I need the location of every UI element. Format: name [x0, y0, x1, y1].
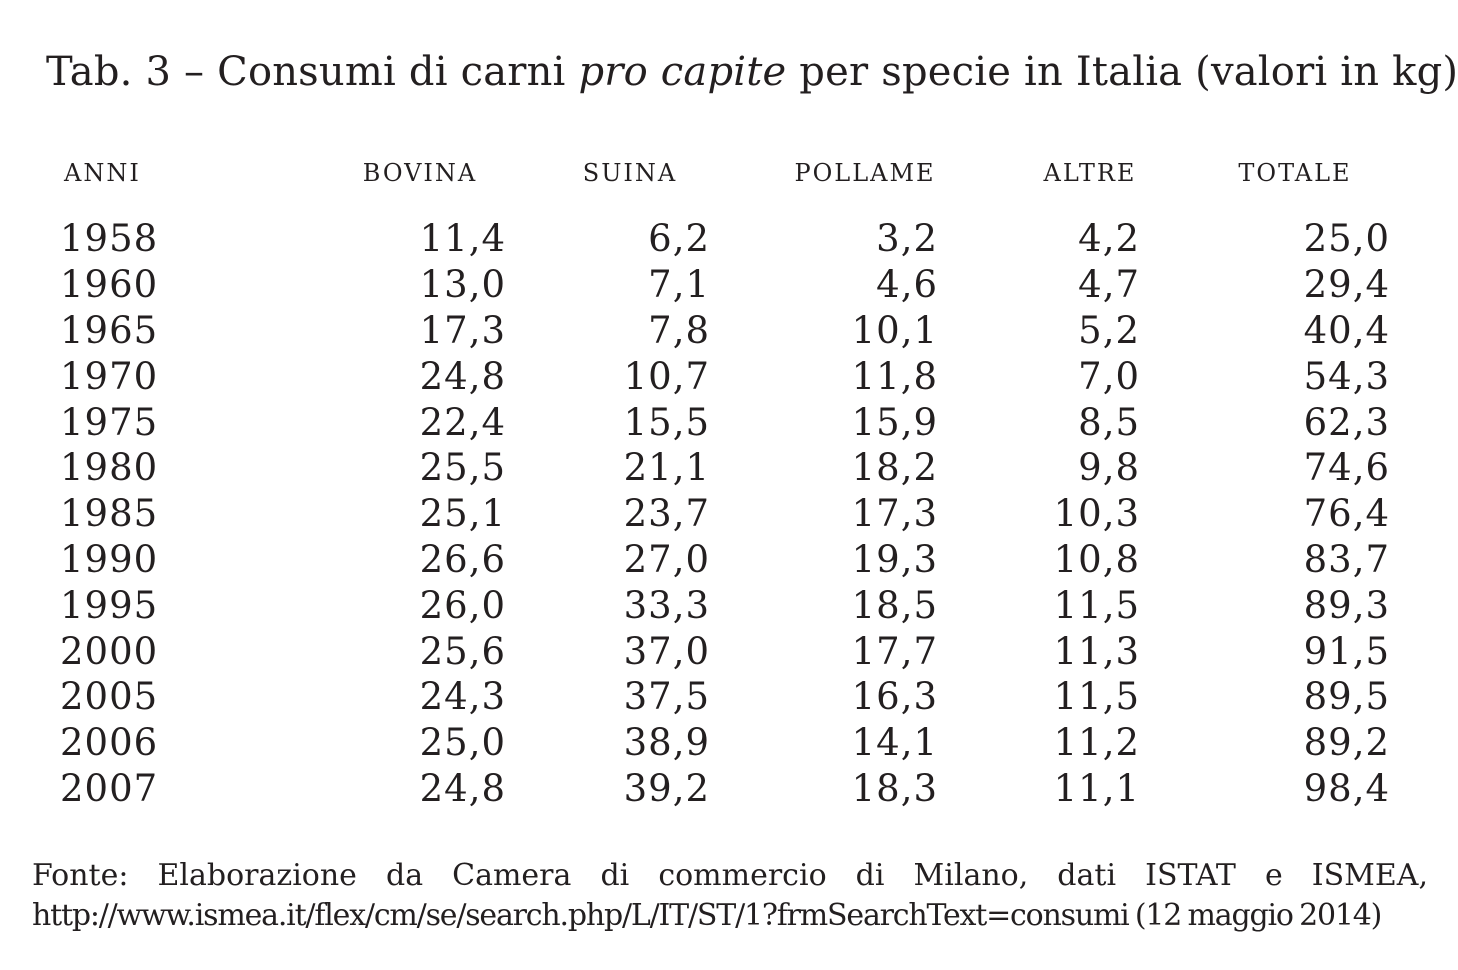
cell-bovina: 25,1	[419, 492, 506, 536]
cell-pollame: 3,2	[876, 217, 938, 261]
source-line-2: http://www.ismea.it/flex/cm/se/search.php/L/IT/ST/1?frmSearchText=consumi (12 maggio 2014)	[32, 898, 1382, 933]
table-row	[60, 399, 1400, 445]
cell-bovina: 25,0	[419, 721, 506, 765]
table-row	[60, 308, 1400, 354]
cell-totale: 62,3	[1303, 400, 1390, 444]
cell-pollame: 18,2	[851, 446, 938, 490]
header-suina: SUINA	[582, 159, 678, 187]
cell-totale: 83,7	[1303, 537, 1390, 581]
cell-pollame: 18,5	[851, 583, 938, 627]
spacer-cell	[60, 196, 1400, 216]
cell-bovina: 26,0	[419, 583, 506, 627]
table-body	[60, 196, 1400, 811]
table-title-prefix: Tab. 3 – Consumi di carni	[46, 49, 579, 95]
table-row	[60, 445, 1400, 491]
table-row	[60, 491, 1400, 537]
table-row	[60, 766, 1400, 812]
cell-totale: 54,3	[1303, 354, 1390, 398]
cell-totale: 29,4	[1303, 263, 1390, 307]
cell-bovina: 26,6	[419, 537, 506, 581]
cell-bovina: 11,4	[419, 217, 506, 261]
cell-totale: 89,2	[1303, 721, 1390, 765]
cell-altre: 5,2	[1078, 308, 1140, 352]
table-row	[60, 537, 1400, 583]
cell-pollame: 15,9	[851, 400, 938, 444]
cell-anno: 2007	[60, 766, 159, 810]
cell-bovina: 17,3	[419, 308, 506, 352]
cell-anno: 1958	[60, 217, 159, 261]
cell-pollame: 10,1	[851, 308, 938, 352]
cell-suina: 21,1	[623, 446, 710, 490]
meat-consumption-table	[60, 150, 1400, 811]
cell-suina: 23,7	[623, 492, 710, 536]
cell-pollame: 17,7	[851, 629, 938, 673]
cell-altre: 10,8	[1053, 537, 1140, 581]
source-line-1: Fonte: Elaborazione da Camera di commercio di Milano, dati ISTAT e ISMEA,	[32, 858, 1428, 893]
cell-bovina: 13,0	[419, 263, 506, 307]
cell-altre: 11,2	[1053, 721, 1140, 765]
cell-altre: 7,0	[1078, 354, 1140, 398]
cell-pollame: 11,8	[851, 354, 938, 398]
header-totale: TOTALE	[1238, 159, 1352, 187]
cell-suina: 7,1	[648, 263, 710, 307]
cell-bovina: 25,5	[419, 446, 506, 490]
cell-anno: 1980	[60, 446, 159, 490]
table-row	[60, 216, 1400, 262]
cell-bovina: 25,6	[419, 629, 506, 673]
cell-pollame: 4,6	[876, 263, 938, 307]
table-row	[60, 582, 1400, 628]
cell-pollame: 14,1	[851, 721, 938, 765]
cell-anno: 1970	[60, 354, 159, 398]
cell-suina: 39,2	[623, 766, 710, 810]
cell-altre: 11,3	[1053, 629, 1140, 673]
header-pollame: POLLAME	[794, 159, 936, 187]
cell-altre: 9,8	[1078, 446, 1140, 490]
table-title	[46, 44, 1458, 100]
cell-suina: 10,7	[623, 354, 710, 398]
cell-altre: 11,5	[1053, 583, 1140, 627]
table-spacer-row	[60, 196, 1400, 216]
table-row	[60, 353, 1400, 399]
cell-suina: 37,0	[623, 629, 710, 673]
cell-altre: 8,5	[1078, 400, 1140, 444]
cell-pollame: 16,3	[851, 675, 938, 719]
cell-totale: 74,6	[1303, 446, 1390, 490]
cell-totale: 89,3	[1303, 583, 1390, 627]
cell-altre: 11,5	[1053, 675, 1140, 719]
cell-pollame: 19,3	[851, 537, 938, 581]
cell-altre: 11,1	[1053, 766, 1140, 810]
cell-bovina: 24,8	[419, 766, 506, 810]
cell-anno: 1990	[60, 537, 159, 581]
cell-suina: 27,0	[623, 537, 710, 581]
header-anni: ANNI	[64, 159, 141, 187]
table-row	[60, 720, 1400, 766]
table-row	[60, 262, 1400, 308]
header-bovina: BOVINA	[362, 159, 478, 187]
cell-anno: 2006	[60, 721, 159, 765]
header-altre: ALTRE	[1043, 159, 1137, 187]
cell-suina: 37,5	[623, 675, 710, 719]
cell-pollame: 17,3	[851, 492, 938, 536]
cell-suina: 33,3	[623, 583, 710, 627]
cell-totale: 89,5	[1303, 675, 1390, 719]
table-row	[60, 628, 1400, 674]
table-header-row	[60, 150, 1400, 196]
cell-totale: 40,4	[1303, 308, 1390, 352]
cell-totale: 91,5	[1303, 629, 1390, 673]
cell-bovina: 24,3	[419, 675, 506, 719]
cell-totale: 25,0	[1303, 217, 1390, 261]
cell-suina: 38,9	[623, 721, 710, 765]
table-row	[60, 674, 1400, 720]
table-title-italic: pro capite	[578, 49, 787, 95]
cell-totale: 76,4	[1303, 492, 1390, 536]
cell-bovina: 24,8	[419, 354, 506, 398]
cell-altre: 4,2	[1078, 217, 1140, 261]
cell-pollame: 18,3	[851, 766, 938, 810]
cell-anno: 1995	[60, 583, 159, 627]
cell-suina: 15,5	[623, 400, 710, 444]
cell-anno: 2005	[60, 675, 159, 719]
cell-suina: 7,8	[648, 308, 710, 352]
source-note	[32, 856, 1428, 936]
cell-anno: 1985	[60, 492, 159, 536]
cell-anno: 1975	[60, 400, 159, 444]
table-title-suffix: per specie in Italia (valori in kg)	[786, 49, 1458, 95]
cell-anno: 1960	[60, 263, 159, 307]
cell-bovina: 22,4	[419, 400, 506, 444]
cell-altre: 4,7	[1078, 263, 1140, 307]
cell-totale: 98,4	[1303, 766, 1390, 810]
cell-anno: 2000	[60, 629, 159, 673]
cell-anno: 1965	[60, 308, 159, 352]
cell-suina: 6,2	[648, 217, 710, 261]
cell-altre: 10,3	[1053, 492, 1140, 536]
